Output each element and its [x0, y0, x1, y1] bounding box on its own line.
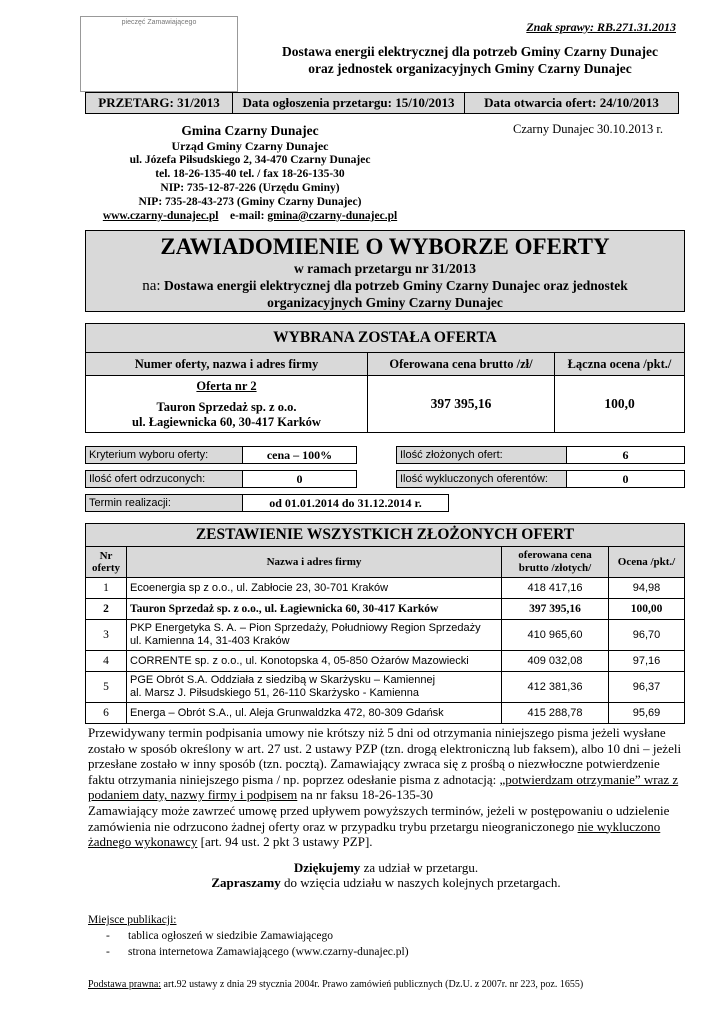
invite-bold: Zapraszamy: [211, 875, 281, 891]
thanks-bold: Dziękujemy: [293, 859, 361, 875]
signing-paragraph: [88, 725, 684, 803]
excluded-row: [396, 470, 685, 488]
summary-col-name: Nazwa i adres firmy: [127, 547, 502, 578]
criterion-label: Kryterium wyboru oferty:: [86, 447, 243, 464]
term-row: [85, 494, 449, 512]
selected-company-cell: [86, 376, 368, 433]
offer-company-line: CORRENTE sp. z o.o., ul. Konotopska 4, 05-850 Ożarów Mazowiecki: [130, 654, 469, 667]
excluded-value: 0: [567, 471, 685, 488]
term-label: Termin realizacji:: [86, 495, 243, 512]
offer-company-line: Energa – Obrót S.A., ul. Aleja Grunwaldzka 472, 80-309 Gdańsk: [130, 706, 444, 719]
publication-item-text: tablica ogłoszeń w siedzibie Zamawiającego: [128, 930, 333, 942]
selected-company-name: Tauron Sprzedaż sp. z o.o.: [156, 399, 297, 414]
offer-company-address: ul. Kamienna 14, 31-403 Kraków: [130, 635, 290, 647]
subject-line-2: oraz jednostek organizacyjnych Gminy Czarny Dunajec: [308, 61, 632, 76]
table-row: [86, 672, 685, 703]
issuer-block: [90, 122, 410, 223]
table-row: [86, 599, 685, 620]
offer-company: [127, 620, 502, 651]
offer-score: 97,16: [609, 651, 685, 672]
selected-offer-number: Oferta nr 2: [196, 378, 257, 393]
offer-price: 415 288,78: [502, 703, 609, 724]
notice-subtitle: w ramach przetargu nr 31/2013: [294, 261, 476, 276]
title-box: [85, 230, 685, 312]
selected-col-score: Łączna ocena /pkt./: [555, 353, 685, 376]
summary-col-price: oferowana cena brutto /złotych/: [502, 547, 609, 578]
table-row: [86, 578, 685, 599]
issuer-address: ul. Józefa Piłsudskiego 2, 34-470 Czarny Dunajec: [129, 154, 371, 166]
opening-date: Data otwarcia ofert: 24/10/2013: [465, 93, 679, 114]
legal-basis-text: art.92 ustawy z dnia 29 stycznia 2004r. Prawo zamówień publicznych (Dz.U. z 2007r. nr 223, poz. 1655): [161, 979, 584, 990]
body-paragraphs: [88, 725, 684, 891]
offer-number: 3: [86, 620, 127, 651]
notice-subject: [86, 277, 684, 295]
invite-rest: do wzięcia udziału w naszych kolejnych przetargach.: [280, 875, 561, 891]
offer-company: [127, 578, 502, 599]
invite-line: [88, 875, 684, 891]
selected-score: 100,0: [555, 376, 685, 433]
offer-company-line: Tauron Sprzedaż sp. z o.o., ul. Łagiewnicka 60, 30-417 Karków: [130, 602, 439, 615]
contract-paragraph: [88, 803, 684, 850]
legal-basis: [88, 979, 583, 990]
notice-title: ZAWIADOMIENIE O WYBORZE OFERTY: [160, 234, 610, 259]
offer-price: 409 032,08: [502, 651, 609, 672]
offer-price: 397 395,16: [502, 599, 609, 620]
summary-table: [85, 523, 685, 724]
table-row: [86, 703, 685, 724]
offer-number: 1: [86, 578, 127, 599]
summary-col-nr: Nr oferty: [86, 547, 127, 578]
offer-score: 96,70: [609, 620, 685, 651]
excluded-label: Ilość wykluczonych oferentów:: [397, 471, 567, 488]
signing-text: Przewidywany termin podpisania umowy nie krótszy niż 5 dni od otrzymania niniejszego pisma jeżeli wysłane zostało w sposób określony w art. 27 ust. 2 ustawy PZP (tzn. drogą elektroniczną lub faksem), albo 10 dni – jeżeli przesłane zostało w inny sposób (tzn. pocztą). Zamawiający zwraca się z prośbą o niezwłoczne potwierdzenie faktu otrzymania niniejszego pisma / np. poprzez odesłanie pisma z adnotacją:: [88, 725, 682, 787]
term-value: od 01.01.2014 do 31.12.2014 r.: [243, 495, 449, 512]
table-row: [86, 620, 685, 651]
thanks-rest: za udział w przetargu.: [360, 859, 479, 875]
selected-offer-table: [85, 323, 685, 433]
subject-line-1: Dostawa energii elektrycznej dla potrzeb Gminy Czarny Dunajec: [281, 44, 659, 59]
selected-col-price: Oferowana cena brutto /zł/: [368, 353, 555, 376]
issuer-name: Gmina Czarny Dunajec: [181, 123, 319, 138]
place-date: Czarny Dunajec 30.10.2013 r.: [513, 122, 663, 136]
selected-price: 397 395,16: [368, 376, 555, 433]
submitted-row: [396, 446, 685, 464]
offer-price: 410 965,60: [502, 620, 609, 651]
website-link[interactable]: www.czarny-dunajec.pl: [102, 210, 219, 222]
offer-price: 418 417,16: [502, 578, 609, 599]
offer-company: [127, 703, 502, 724]
offer-company-address: al. Marsz J. Piłsudskiego 51, 26-110 Skarżysko - Kamienna: [130, 687, 419, 699]
publication-label: Miejsce publikacji:: [88, 914, 177, 926]
table-row: [86, 651, 685, 672]
selected-company-address: ul. Łagiewnicka 60, 30-417 Karków: [132, 414, 321, 429]
contract-legal-ref: [art. 94 ust. 2 pkt 3 ustawy PZP].: [197, 834, 373, 850]
offer-company: [127, 651, 502, 672]
submitted-value: 6: [567, 447, 685, 464]
rejected-value: 0: [243, 471, 357, 488]
subject-text-2: organizacyjnych Gminy Czarny Dunajec: [267, 295, 503, 310]
offer-company: [127, 599, 502, 620]
offer-score: 96,37: [609, 672, 685, 703]
offer-score: 95,69: [609, 703, 685, 724]
publication-block: [88, 912, 409, 960]
announce-date: Data ogłoszenia przetargu: 15/10/2013: [233, 93, 465, 114]
offer-company-line: PGE Obrót S.A. Oddziała z siedzibą w Skarżysku – Kamiennej: [130, 674, 436, 686]
offer-company: [127, 672, 502, 703]
issuer-office: Urząd Gminy Czarny Dunajec: [171, 139, 329, 153]
offer-number: 2: [86, 599, 127, 620]
offer-score: 94,98: [609, 578, 685, 599]
case-reference: Znak sprawy: RB.271.31.2013: [526, 20, 676, 34]
submitted-label: Ilość złożonych ofert:: [397, 447, 567, 464]
offer-price: 412 381,36: [502, 672, 609, 703]
criterion-value: cena – 100%: [243, 447, 357, 464]
publication-item: - tablica ogłoszeń w siedzibie Zamawiającego: [106, 930, 333, 942]
issuer-nip-office: NIP: 735-12-87-226 (Urzędu Gminy): [160, 182, 340, 194]
subject-prefix: na:: [142, 278, 161, 294]
thanks-line: [88, 860, 684, 876]
no-exclusion-note: nie wykluczono żadnego wykonawcy: [88, 818, 661, 850]
issuer-contact: [90, 209, 410, 223]
offer-number: 5: [86, 672, 127, 703]
publication-item-text: strona internetowa Zamawiającego (www.czarny-dunajec.pl): [128, 946, 409, 958]
confirmation-note: „potwierdzam otrzymanie” wraz z podaniem daty, nazwy firmy i podpisem: [88, 771, 679, 803]
contract-text: Zamawiający może zawrzeć umowę przed upływem powyższych terminów, jeżeli w postępowaniu o udzielenie zamówienia nie odrzucono żadnej oferty oraz w przypadku trybu przetargu nieograniczonego: [88, 802, 670, 834]
offer-number: 4: [86, 651, 127, 672]
rejected-row: [85, 470, 357, 488]
stamp-label: pieczęć Zamawiającego: [121, 19, 197, 26]
stamp-box: [80, 16, 238, 92]
selected-col-company: Numer oferty, nazwa i adres firmy: [86, 353, 368, 376]
selected-heading: WYBRANA ZOSTAŁA OFERTA: [86, 324, 685, 353]
rejected-label: Ilość ofert odrzuconych:: [86, 471, 243, 488]
email-label: e-mail:: [229, 210, 265, 222]
legal-basis-label: Podstawa prawna:: [88, 979, 162, 990]
offer-company-line: Ecoenergia sp z o.o., ul. Zabłocie 23, 30-701 Kraków: [130, 581, 389, 594]
summary-heading: ZESTAWIENIE WSZYSTKICH ZŁOŻONYCH OFERT: [86, 524, 685, 547]
criterion-row: [85, 446, 357, 464]
tender-bar: [85, 92, 679, 114]
offer-score: 100,00: [609, 599, 685, 620]
subject-text-1: Dostawa energii elektrycznej dla potrzeb Gminy Czarny Dunajec oraz jednostek: [163, 278, 628, 293]
email-link[interactable]: gmina@czarny-dunajec.pl: [267, 210, 398, 222]
offer-number: 6: [86, 703, 127, 724]
tender-number: PRZETARG: 31/2013: [86, 93, 233, 114]
summary-col-score: Ocena /pkt./: [609, 547, 685, 578]
fax-note: na nr faksu 18-26-135-30: [297, 787, 434, 803]
offer-company-line: PKP Energetyka S. A. – Pion Sprzedaży, Południowy Region Sprzedaży: [130, 622, 481, 634]
issuer-phones: tel. 18-26-135-40 tel. / fax 18-26-135-30: [155, 168, 345, 180]
publication-item: - strona internetowa Zamawiającego (www.czarny-dunajec.pl): [106, 946, 409, 958]
issuer-nip-commune: NIP: 735-28-43-273 (Gminy Czarny Dunajec): [138, 196, 362, 208]
